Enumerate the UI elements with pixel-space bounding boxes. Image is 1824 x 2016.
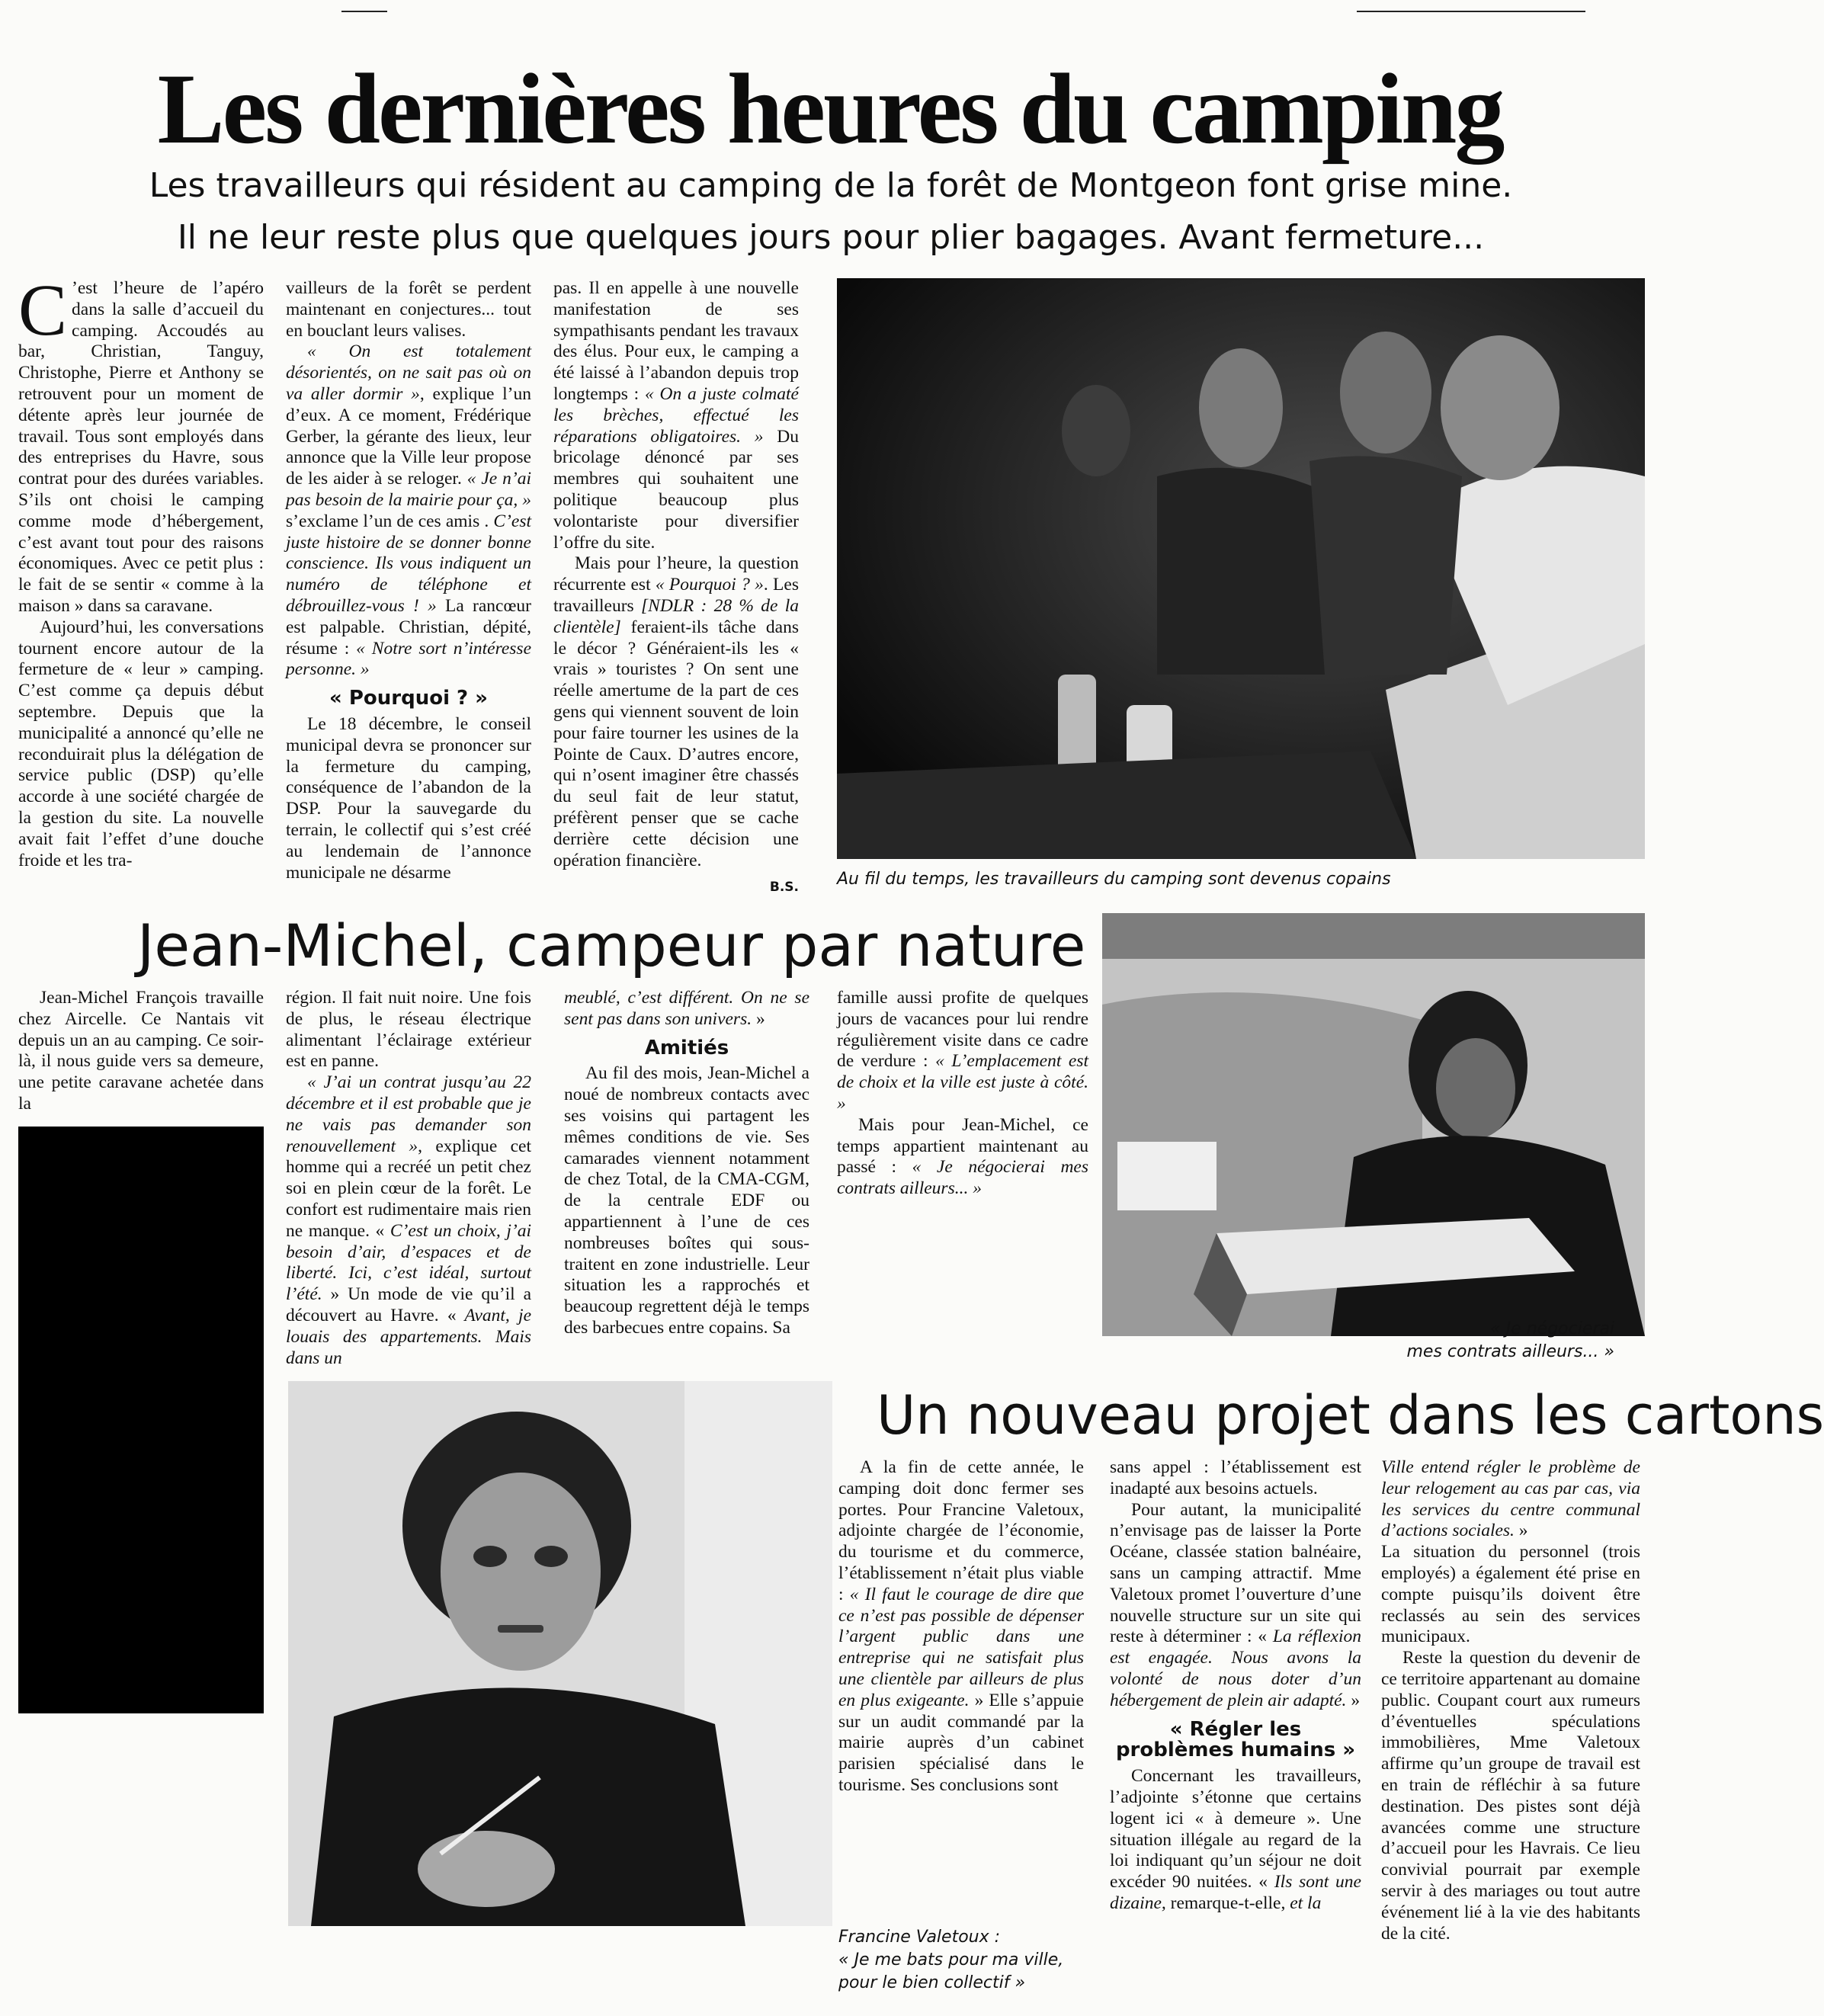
- text: » Elle s’appuie sur un audit commandé par la mairie auprès d’un cabinet parisien spécialisé dans le tourisme. Ses conclusions sont: [838, 1690, 1084, 1795]
- photo-campers-caption: Au fil du temps, les travailleurs du camping sont devenus copains: [837, 870, 1391, 889]
- photo-francine-caption-line-3: pour le bien collectif »: [838, 1973, 1026, 1992]
- article1-column-2: [286, 278, 531, 894]
- text: . Les travailleurs: [553, 575, 799, 616]
- text: Mais pour Jean-Michel, ce temps appartient maintenant au passé :: [837, 1114, 1088, 1178]
- article2-column-2: [286, 988, 532, 1368]
- text: »: [1514, 1521, 1528, 1541]
- text: famille aussi profite de quelques jours de vacances pour lui rendre régulièrement visite dans ce cadre de verdure :: [837, 988, 1088, 1072]
- quote: « Je négocierai mes contrats ailleurs... »: [837, 1157, 1088, 1199]
- quote: « L’emplacement est de choix et la ville est juste à côté. »: [837, 1051, 1088, 1114]
- quote: [NDLR : 28 % de la clientèle]: [553, 595, 799, 637]
- author-signature: B.S.: [769, 880, 799, 896]
- quote: C’est un choix, j’ai besoin d’air, d’espaces et de liberté. Ici, c’est idéal, surtout l’été.: [286, 1220, 531, 1305]
- article1-col2-paragraph-3: Le 18 décembre, le conseil municipal devra se prononcer sur la fermeture du camping, conséquence de l’abandon de la DSP. Pour la sauvegarde du terrain, le collectif qui s’est créé au lendemain de l’annonce municipale ne désarme: [286, 713, 531, 883]
- deck-line-1: Les travailleurs qui résident au camping de la forêt de Montgeon font grise mine.: [149, 166, 1513, 205]
- article2-headline: Jean-Michel, campeur par nature: [137, 912, 1086, 979]
- article3-col1-paragraph-1: [838, 1457, 1084, 1796]
- text: pas. Il en appelle à une nouvelle manifestation de ses sympathisants pendant les travaux des élus. Pour eux, le camping a été laissé à l’abandon depuis trop longtemps :: [553, 278, 799, 404]
- article3-column-2: [1110, 1457, 1361, 2006]
- text: feraient-ils tâche dans le décor ? Généraient-ils les « vrais » touristes ? On sent une réelle amertume de la part de ces gens qui viennent souvent de loin pour faire tourner les usines de la Pointe de Caux. D’autres encore, qui n’osent imaginer être chassés du seul fait de leur statut, préfèrent penser que se cache derrière cette décision une opération financière.: [553, 617, 799, 870]
- article3-col2-paragraph-2: [1110, 1500, 1361, 1712]
- photo-francine-caption-line-2: « Je me bats pour ma ville,: [838, 1950, 1064, 1970]
- article2-col1-paragraph: Jean-Michel François travaille chez Aircelle. Ce Nantais vit depuis un an au camping. Ce soir-là, il nous guide vers sa demeure, une petite caravane achetée dans la: [18, 988, 264, 1114]
- article2-column-3: [564, 988, 809, 1361]
- article2-column-1: [18, 988, 264, 1117]
- article3-col3-paragraph-2: La situation du personnel (trois employés) a également été prise en compte puisqu’ils doivent être reclassés au sein des services municipaux.: [1381, 1542, 1640, 1647]
- quote: « On a juste colmaté les brèches, effectué les réparations obligatoires. »: [553, 383, 799, 447]
- text: , explique cet homme qui a recréé un petit chez soi en plein cœur de la forêt. Le confort est rudimentaire mais rien ne manque. «: [286, 1136, 531, 1241]
- article2-subhead-amities: Amitiés: [644, 1036, 729, 1059]
- article3-column-3: [1381, 1457, 1640, 2006]
- quote: Avant, je louais des appartements. Mais dans un: [286, 1305, 532, 1368]
- quote: « J’ai un contrat jusqu’au 22 décembre et il est probable que je ne vais pas demander son renouvellement »: [286, 1072, 531, 1156]
- article1-col2-paragraph-2: [286, 341, 531, 681]
- text: Pour autant, la municipalité n’envisage pas de laisser la Porte Océane, classée station balnéaire, sans un camping attractif. Mme Valetoux promet l’ouverture d’une nouvelle structure sur un site qui reste à déterminer : «: [1110, 1499, 1361, 1647]
- quote: et la: [1285, 1893, 1322, 1913]
- text: Du bricolage dénoncé par ses membres qui souhaitent une politique beaucoup plus volontariste pour diversifier l’offre du site.: [553, 426, 799, 553]
- quote: « Il faut le courage de dire que ce n’est pas possible de dépenser l’argent public dans une entreprise qui ne satisfait plus une clientèle par ailleurs de plus en plus exigeante.: [838, 1584, 1084, 1710]
- text: A la fin de cette année, le camping doit donc fermer ses portes. Pour Francine Valetoux, adjointe chargée de l’économie, du tourisme et du commerce, l’établissement n’était plus viable :: [838, 1457, 1084, 1604]
- article1-subhead-pourquoi: « Pourquoi ? »: [329, 687, 488, 710]
- text: , explique l’un d’eux. A ce moment, Frédérique Gerber, la gérante des lieux, leur annonce que la Ville leur propose de les aider à se reloger.: [286, 383, 532, 489]
- article1-col3-paragraph-2: [553, 553, 799, 871]
- quote: Ville entend régler le problème de leur relogement au cas par cas, via les services du centre communal d’actions sociales.: [1381, 1457, 1640, 1541]
- article3-column-1: [838, 1457, 1084, 1892]
- quote: La réflexion est engagée. Nous avons la volonté de nous doter d’un hébergement de plein air adapté.: [1110, 1627, 1362, 1710]
- article3-col3-paragraph-1: [1381, 1457, 1640, 1542]
- quote: C’est juste histoire de se donner bonne conscience. Ils vous indiquent un numéro de téléphone et débrouillez-vous ! »: [286, 511, 531, 616]
- quote: « On est totalement désorientés, on ne sait pas où on va aller dormir »: [286, 341, 531, 404]
- photo-campers-at-bar: [837, 278, 1645, 859]
- text: La rancœur est palpable. Christian, dépité, résume :: [286, 595, 531, 659]
- article1-column-3: [553, 278, 799, 896]
- quote: meublé, c’est différent. On ne se sent pas dans son univers.: [564, 988, 809, 1029]
- article1-col1-paragraph-2: Aujourd’hui, les conversations tournent encore autour de la fermeture de « leur » camping. C’est comme ça depuis début septembre. Depuis que la municipalité a annoncé qu’elle ne reconduirait plus la délégation de service public (DSP) qu’elle accorde à une société chargée de la gestion du site. La nouvelle avait fait l’effet d’une douche froide et les tra-: [18, 617, 264, 870]
- photo-jean-michel-caption-line-2: mes contrats ailleurs... »: [1406, 1342, 1614, 1361]
- photo-francine-caption-line-1: Francine Valetoux :: [838, 1928, 1001, 1947]
- text: Concernant les travailleurs, l’adjointe s’étonne que certains logent ici « à demeure ». Une situation illégale au regard de la loi indiquant qu’un séjour ne doit excéder 90 nuitées. «: [1110, 1766, 1361, 1893]
- article1-col3-paragraph-1: [553, 278, 799, 553]
- redacted-black-block: [18, 1127, 264, 1713]
- text: Mais pour l’heure, la question récurrente est: [553, 553, 799, 595]
- article3-col2-paragraph-3: [1110, 1766, 1361, 1915]
- article2-col4-paragraph-2: [837, 1115, 1088, 1200]
- text: »: [1346, 1690, 1361, 1710]
- article2-col2-paragraph-1: région. Il fait nuit noire. Une fois de plus, le réseau électrique alimentant l’éclairage extérieur est en panne.: [286, 988, 531, 1072]
- main-headline: Les dernières heures du camping: [157, 53, 1503, 165]
- quote: « Pourquoi ? »: [650, 575, 764, 595]
- photo-francine-valetoux: [288, 1381, 832, 1926]
- photo-jean-michel-caption-line-1: « Je négocierai: [1490, 1319, 1614, 1338]
- article1-col2-paragraph-1: vailleurs de la forêt se perdent maintenant en conjectures... tout en bouclant leurs valises.: [286, 278, 531, 341]
- top-right-mark: [1357, 11, 1585, 12]
- article3-subhead: « Régler les problèmes humains »: [1115, 1717, 1356, 1762]
- text: remarque-t-elle,: [1165, 1893, 1286, 1913]
- article2-column-4: [837, 988, 1088, 1216]
- photo-jean-michel-image: [1102, 913, 1645, 1336]
- article2-col4-paragraph-1: [837, 988, 1088, 1115]
- photo-jean-michel: [1102, 913, 1645, 1336]
- article1-col1-paragraph-1: ’est l’heure de l’apéro dans la salle d’accueil du camping. Accoudés au bar, Christian, Tanguy, Christophe, Pierre et Anthony se retrouvent pour un moment de détente après leur journée de travail. Tous sont employés dans des entreprises du Havre, sous contrat pour des durées variables. S’ils ont choisi le camping comme mode d’hébergement, c’est avant tout pour des raisons économiques. Avec ce petit plus : le fait de se sentir « comme à la maison » dans sa caravane.: [18, 278, 264, 616]
- top-left-mark: [341, 11, 387, 12]
- article3-headline: Un nouveau projet dans les cartons: [877, 1384, 1824, 1447]
- article3-col2-paragraph-1: sans appel : l’établissement est inadapté aux besoins actuels.: [1110, 1457, 1361, 1498]
- quote: « Je n’ai pas besoin de la mairie pour ça, »: [286, 469, 531, 510]
- quote: « Notre sort n’intéresse personne. »: [286, 638, 532, 680]
- drop-cap: C: [18, 269, 68, 351]
- article2-col3-paragraph-1: [564, 988, 809, 1030]
- photo-campers-image: [837, 278, 1645, 859]
- deck-line-2: Il ne leur reste plus que quelques jours pour plier bagages. Avant fermeture...: [177, 218, 1485, 257]
- photo-francine-image: [288, 1381, 832, 1926]
- article1-column-1: [18, 269, 264, 894]
- text: » Un mode de vie qu’il a découvert au Havre. «: [286, 1284, 531, 1325]
- text: s’exclame l’un de ces amis .: [286, 511, 489, 531]
- article2-col2-paragraph-2: [286, 1072, 531, 1369]
- quote: Ils sont une dizaine,: [1110, 1872, 1361, 1913]
- article3-col3-paragraph-3: Reste la question du devenir de ce territoire appartenant au domaine public. Coupant court aux rumeurs d’éventuelles spéculations immobilières, Mme Valetoux affirme qu’un groupe de travail est en train de réfléchir à sa future destination. Des pistes sont déjà avancées comme une structure d’accueil pour les Havrais. Ce lieu convivial pourrait par exemple servir à des mariages ou tout autre événement lié à la vie des habitants de la cité.: [1381, 1648, 1640, 1944]
- article2-col3-paragraph-2: Au fil des mois, Jean-Michel a noué de nombreux contacts avec ses voisins qui partagent les mêmes conditions de vie. Ses camarades viennent notamment de chez Total, de la CMA-CGM, de la centrale EDF ou appartiennent à l’une de ces nombreuses boîtes qui sous-traitent en zone industrielle. Leur situation les a rapprochés et beaucoup regrettent déjà le temps des barbecues entre copains. Sa: [564, 1063, 809, 1338]
- text: »: [752, 1008, 765, 1029]
